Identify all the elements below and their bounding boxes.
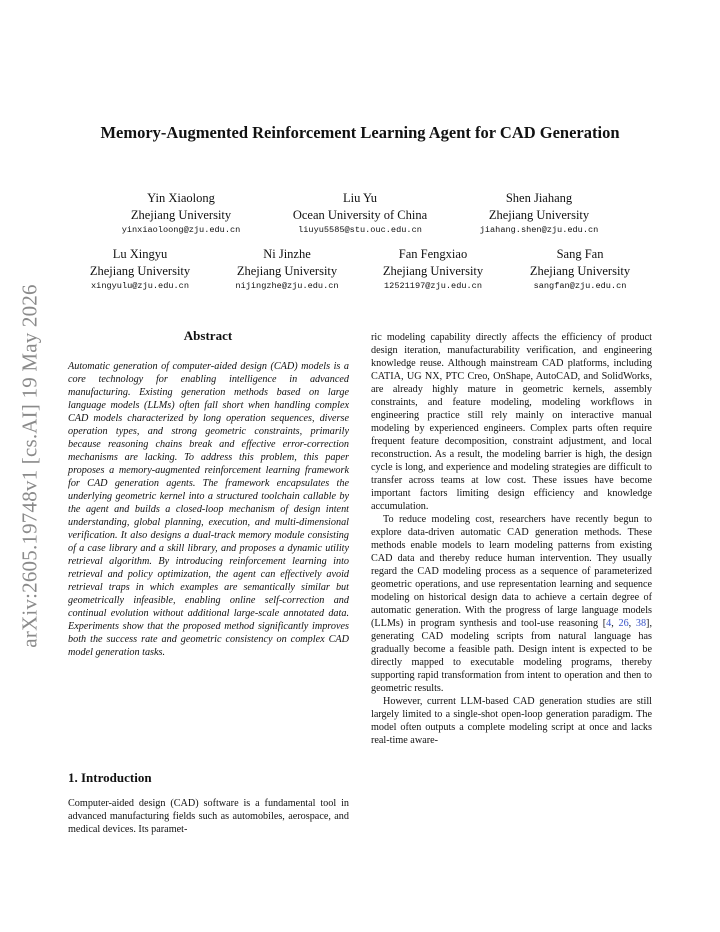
author-email: nijingzhe@zju.edu.cn [235,281,339,291]
author-name: Shen Jiahang [505,191,573,205]
author-name: Fan Fengxiao [398,247,468,261]
introduction-heading: 1. Introduction [68,770,152,785]
author-block [219,246,355,293]
author-affiliation: Zhejiang University [382,264,484,278]
author-email: xingyulu@zju.edu.cn [91,281,189,291]
author-affiliation: Zhejiang University [488,208,590,222]
author-email: yinxiaoloong@zju.edu.cn [121,225,241,235]
abstract-text: Automatic generation of computer-aided design (CAD) models is a core technology for enabling intelligence in advanced manufacturing. Existing generation methods based on large language models (LLMs) often fall short when handling complex CAD models characterized by long operation sequences, diverse operation types, and strong geometric constraints, primarily because reasoning chains break and effective error-correction mechanisms are lacking. To address this problem, this paper proposes a memory-augmented reinforcement learning framework for CAD generation agents. The framework encapsulates the underlying geometric kernel into a structured toolchain callable by the agent and builds a closed-loop mechanism of design intent understanding, global planning, execution, and multi-dimensional verification. It also designs a dual-track memory module consisting of a case library and a skill library, and proposes a dynamic utility retrieval algorithm. By introducing reinforcement learning into retrieval and policy optimization, the agent can effectively avoid retrieval traps in which examples are semantically similar but geometrically infeasible, enabling online self-correction and continual evolution without additional large-scale annotated data. Experiments show that the proposed method significantly improves both the success rate and geometric consistency on complex CAD model generation tasks. [68,361,349,658]
author-block [72,246,208,293]
author-email: sangfan@zju.edu.cn [533,281,627,291]
author-email: 12521197@zju.edu.cn [384,281,482,291]
arxiv-identifier: arXiv:2605.19748v1 [cs.AI] 19 May 2026 [17,284,42,648]
citation-separator: , [628,618,636,629]
paper-title: Memory-Augmented Reinforcement Learning Agent for CAD Generation [100,123,620,142]
author-name: Ni Jinzhe [263,247,311,261]
citation-separator: , [611,618,619,629]
paragraph-text: ], generating CAD modeling scripts from natural language has gradually become a feasible path. Design intent is expected to be directly mapped to executable modeling programs, thereby supporting rapid transformation from intent to operation and then to geometric results. [371,618,652,694]
author-block [365,246,501,293]
author-email: liuyu5585@stu.ouc.edu.cn [298,225,422,235]
citation-link[interactable]: 26 [618,618,629,629]
author-name: Yin Xiaolong [147,191,215,205]
author-name: Lu Xingyu [112,247,168,261]
right-column [371,331,652,747]
author-email: jiahang.shen@zju.edu.cn [479,225,599,235]
author-affiliation: Zhejiang University [236,264,338,278]
author-block [106,190,256,237]
citation-link[interactable]: 4 [606,618,612,629]
citation-link[interactable]: 38 [635,618,647,629]
author-block [464,190,614,237]
author-name: Liu Yu [343,191,377,205]
author-block [512,246,648,293]
author-name: Sang Fan [556,247,604,261]
introduction-paragraph: However, current LLM-based CAD generation studies are still largely limited to a single-shot open-loop generation paradigm. The model often outputs a complete modeling script at once and lacks real-time aware- [371,696,652,746]
abstract-heading: Abstract [183,328,233,343]
introduction-paragraph: Computer-aided design (CAD) software is a fundamental tool in advanced manufacturing fields such as automobiles, aerospace, and medical devices. Its paramet- [68,798,349,835]
author-affiliation: Zhejiang University [130,208,232,222]
paragraph-text: To reduce modeling cost, researchers have recently begun to explore data-driven automatic CAD generation methods. These methods enable models to learn modeling patterns from existing CAD data and thereby reduce human intervention. They usually regard the CAD modeling process as a sequence of parameterized geometric operations, and use representation learning and sequence modeling on historical design data to achieve a certain degree of automatic generation. With the progress of large language models (LLMs) in program synthesis and tool-use reasoning [ [371,514,652,629]
introduction-paragraph-continued: ric modeling capability directly affects the efficiency of product design iteration, manufacturability verification, and engineering knowledge reuse. Although mainstream CAD platforms, including CATIA, UG NX, PTC Creo, OnShape, AutoCAD, and SolidWorks, are already highly mature in geometric kernels, assembly constraints, and feature modeling, modeling workflows in engineering practice still rely mainly on interactive manual modeling by experienced engineers. Complex parts often require frequent feature decomposition, constraint adjustment, and local reconstruction. As a result, the modeling barrier is high, the design cycle is long, and experience and modeling strategies are difficult to transfer across teams at low cost. These issues have become important factors limiting design efficiency and knowledge accumulation. [371,332,652,512]
author-affiliation: Zhejiang University [529,264,631,278]
author-affiliation: Ocean University of China [292,208,428,222]
author-affiliation: Zhejiang University [89,264,191,278]
author-block [270,190,450,237]
introduction-paragraph [371,513,652,695]
